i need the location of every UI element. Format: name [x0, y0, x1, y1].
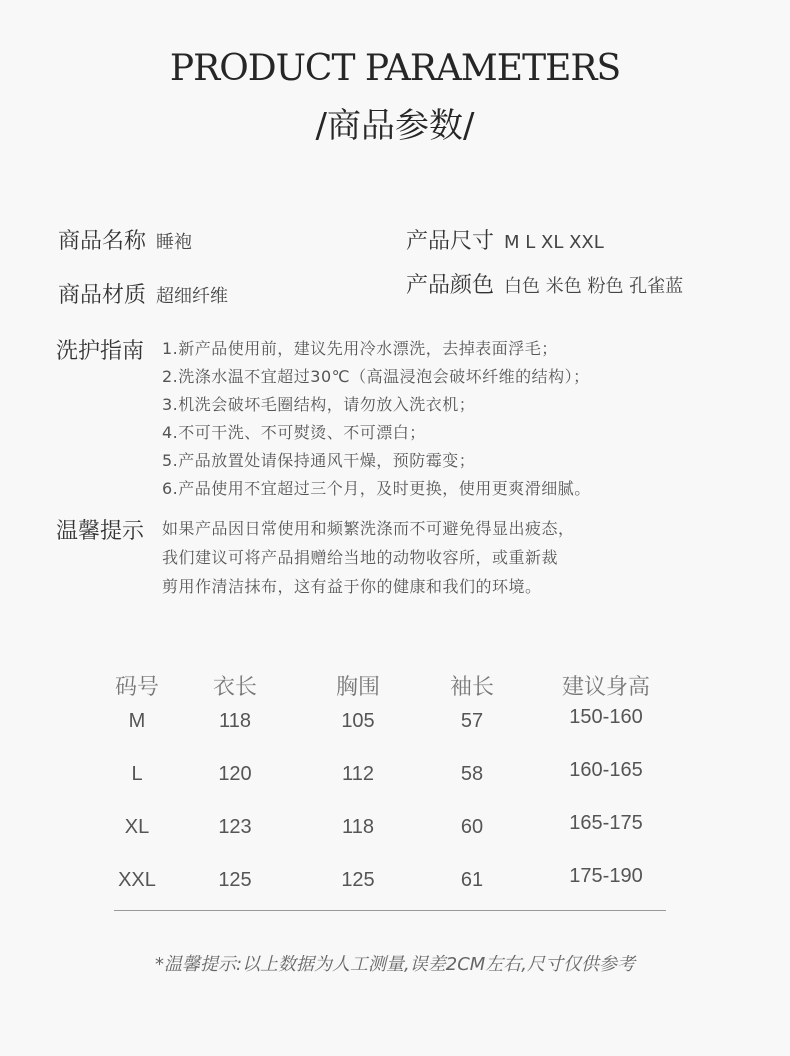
- param-label: 产品尺寸: [406, 229, 495, 254]
- table-cell: 118: [342, 816, 374, 838]
- table-cell: 123: [218, 816, 252, 838]
- list-item: 4.不可干洗、不可熨烫、不可漂白；: [162, 423, 426, 442]
- page-title-cn: /商品参数/: [315, 106, 475, 146]
- warm-tip-text: [162, 518, 575, 605]
- table-cell: 150-160: [569, 706, 643, 728]
- list-item: 6.产品使用不宜超过三个月，及时更换，使用更爽滑细腻。: [162, 479, 591, 498]
- table-cell: 165-175: [569, 812, 643, 834]
- table-cell: 112: [342, 763, 374, 785]
- header-sleeve: 袖长: [449, 675, 495, 700]
- table-cell: L: [131, 763, 143, 785]
- table-divider: [114, 910, 666, 911]
- param-label: 产品颜色: [406, 273, 495, 298]
- table-cell: M: [128, 710, 146, 732]
- list-item: 2.洗涤水温不宜超过30℃（高温浸泡会破坏纤维的结构）；: [162, 367, 590, 386]
- care-guide-list: [162, 338, 591, 506]
- param-label: 商品名称: [58, 229, 147, 254]
- param-product-name: [58, 224, 192, 255]
- header-length: 衣长: [212, 675, 258, 700]
- tip-line: 我们建议可将产品捐赠给当地的动物收容所，或重新裁: [162, 548, 559, 567]
- tip-line: 剪用作清洁抹布，这有益于你的健康和我们的环境。: [162, 577, 542, 596]
- param-product-color: [406, 268, 683, 299]
- param-product-material: [58, 278, 228, 309]
- warm-tip-label: 温馨提示: [56, 519, 145, 544]
- header-size-code: 码号: [114, 675, 160, 700]
- list-item: 1.新产品使用前，建议先用冷水漂洗，去掉表面浮毛；: [162, 339, 558, 358]
- table-cell: XXL: [118, 869, 156, 891]
- header-chest: 胸围: [335, 675, 381, 700]
- care-guide-label: 洗护指南: [56, 339, 145, 364]
- list-item: 5.产品放置处请保持通风干燥，预防霉变；: [162, 451, 476, 470]
- tip-line: 如果产品因日常使用和频繁洗涤而不可避免得显出疲态，: [162, 519, 575, 538]
- table-cell: 61: [460, 869, 484, 891]
- table-cell: 120: [218, 763, 252, 785]
- param-value: M L XL XXL: [504, 232, 604, 253]
- param-label: 商品材质: [58, 283, 147, 308]
- table-cell: 60: [460, 816, 484, 838]
- param-value: 白色 米色 粉色 孔雀蓝: [504, 276, 684, 297]
- table-cell: 125: [341, 869, 375, 891]
- param-value: 睡袍: [156, 232, 193, 253]
- footnote: *温馨提示:以上数据为人工测量,误差2CM左右,尺寸仅供参考: [154, 954, 636, 975]
- header-height: 建议身高: [561, 675, 651, 700]
- table-cell: 175-190: [569, 865, 643, 887]
- list-item: 3.机洗会破坏毛圈结构，请勿放入洗衣机；: [162, 395, 476, 414]
- table-cell: 125: [218, 869, 252, 891]
- table-cell: 118: [219, 710, 251, 732]
- page-title-en: PRODUCT PARAMETERS: [169, 48, 621, 89]
- param-value: 超细纤维: [156, 286, 229, 307]
- table-cell: 105: [341, 710, 375, 732]
- table-cell: XL: [124, 816, 150, 838]
- table-cell: 58: [460, 763, 484, 785]
- param-product-size: [406, 224, 604, 255]
- table-cell: 160-165: [569, 759, 643, 781]
- table-cell: 57: [460, 710, 484, 732]
